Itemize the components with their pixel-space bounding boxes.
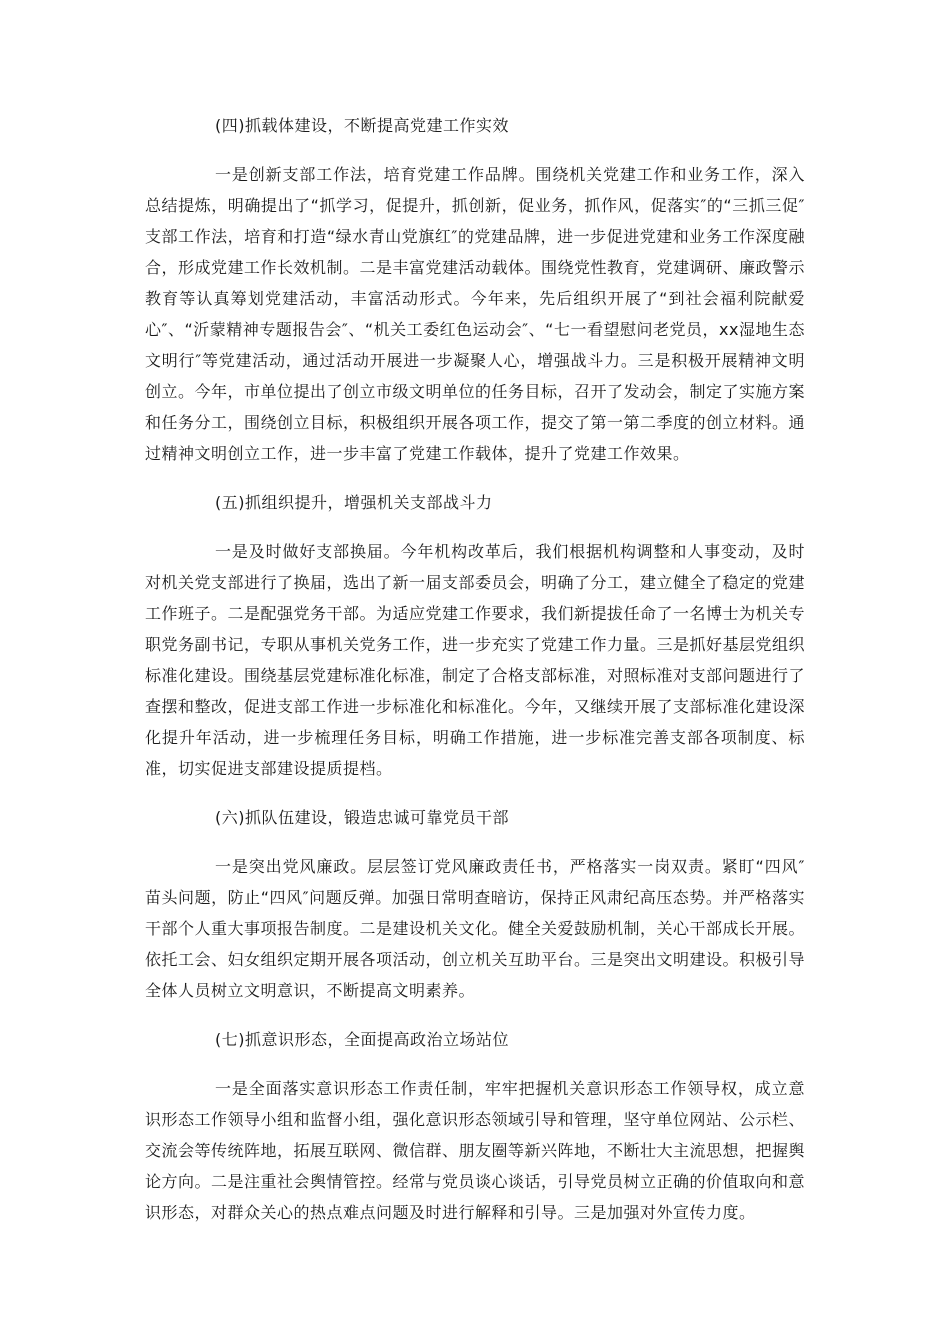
section-heading-4: (四)抓载体建设，不断提高党建工作实效: [215, 116, 509, 135]
section-paragraph-6: 一是突出党风廉政。层层签订党风廉政责任书，严格落实一岗双责。紧盯“四风″苗头问题，防止“四风″问题反弹。加强日常明查暗访，保持正风肃纪高压态势。并严格落实干部个人重大事项报告制度。二是建设机关文化。健全关爱鼓励机制，关心干部成长开展。依托工会、妇女组织定期开展各项活动，创立机关互助平台。三是突出文明建设。积极引导全体人员树立文明意识，不断提高文明素养。: [145, 857, 806, 1000]
section-paragraph-4: 一是创新支部工作法，培育党建工作品牌。围绕机关党建工作和业务工作，深入总结提炼，明确提出了“抓学习，促提升，抓创新，促业务，抓作风，促落实″的“三抓三促″支部工作法，培育和打造“绿水青山党旗红″的党建品牌，进一步促进党建和业务工作深度融合，形成党建工作长效机制。二是丰富党建活动载体。围绕党性教育，党建调研、廉政警示教育等认真筹划党建活动，丰富活动形式。今年来，先后组织开展了“到社会福利院献爱心″、“沂蒙精神专题报告会″、“机关工委红色运动会″、“七一看望慰问老党员，xx湿地生态文明行″等党建活动，通过活动开展进一步凝聚人心，增强战斗力。三是积极开展精神文明创立。今年，市单位提出了创立市级文明单位的任务目标，召开了发动会，制定了实施方案和任务分工，围绕创立目标，积极组织开展各项工作，提交了第一第二季度的创立材料。通过精神文明创立工作，进一步丰富了党建工作载体，提升了党建工作效果。: [145, 165, 806, 463]
section-heading-7: (七)抓意识形态，全面提高政治立场站位: [215, 1030, 509, 1049]
section-heading-6: (六)抓队伍建设，锻造忠诚可靠党员干部: [215, 808, 509, 827]
section-heading-5: (五)抓组织提升，增强机关支部战斗力: [215, 493, 493, 512]
document-body: [145, 110, 805, 1246]
section-paragraph-5: 一是及时做好支部换届。今年机构改革后，我们根据机构调整和人事变动，及时对机关党支部进行了换届，选出了新一届支部委员会，明确了分工，建立健全了稳定的党建工作班子。二是配强党务干部。为适应党建工作要求，我们新提拔任命了一名博士为机关专职党务副书记，专职从事机关党务工作，进一步充实了党建工作力量。三是抓好基层党组织标准化建设。围绕基层党建标准化标准，制定了合格支部标准，对照标准对支部问题进行了查摆和整改，促进支部工作进一步标准化和标准化。今年，又继续开展了支部标准化建设深化提升年活动，进一步梳理任务目标，明确工作措施，进一步标准完善支部各项制度、标准，切实促进支部建设提质提档。: [145, 542, 806, 778]
section-paragraph-7: 一是全面落实意识形态工作责任制，牢牢把握机关意识形态工作领导权，成立意识形态工作领导小组和监督小组，强化意识形态领域引导和管理，坚守单位网站、公示栏、交流会等传统阵地，拓展互联网、微信群、朋友圈等新兴阵地，不断壮大主流思想，把握舆论方向。二是注重社会舆情管控。经常与党员谈心谈话，引导党员树立正确的价值取向和意识形态，对群众关心的热点难点问题及时进行解释和引导。三是加强对外宣传力度。: [145, 1079, 806, 1222]
